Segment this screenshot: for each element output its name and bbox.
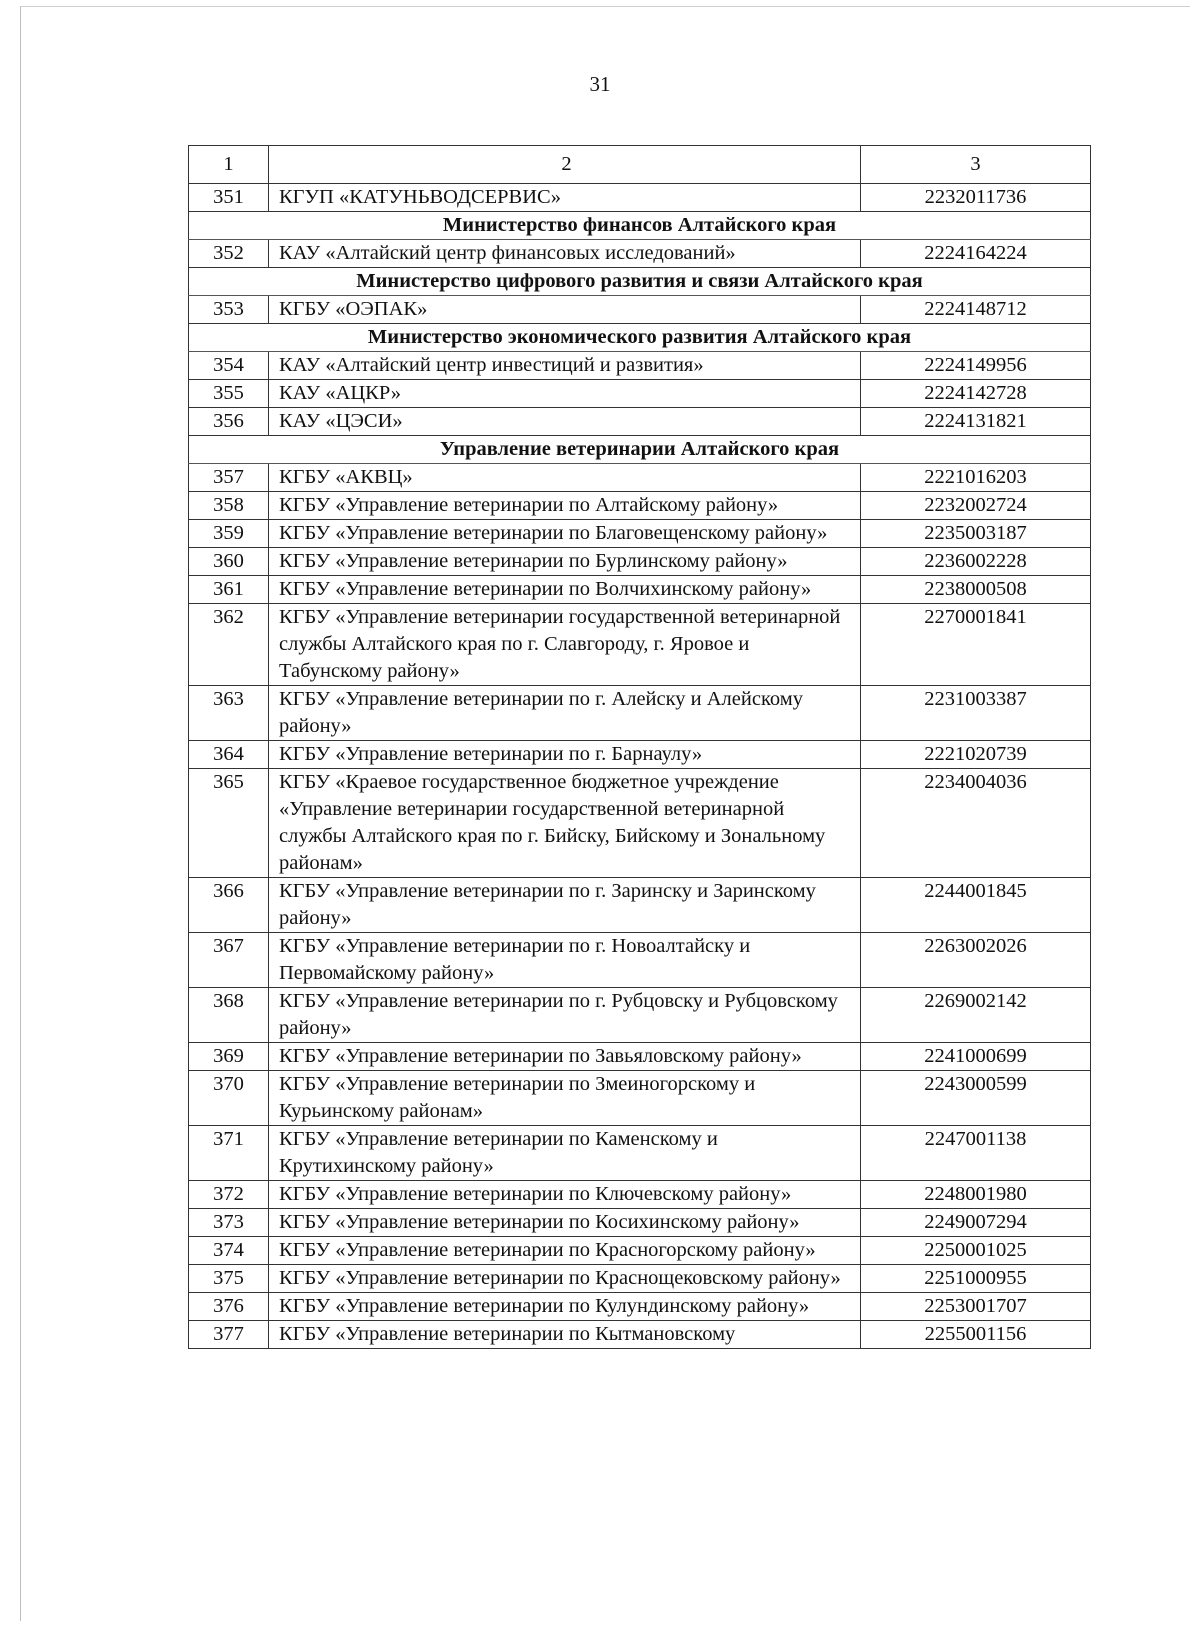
organization-name: КГУП «КАТУНЬВОДСЕРВИС» — [269, 184, 861, 212]
table-row — [189, 1126, 1091, 1181]
row-number: 366 — [189, 878, 269, 933]
organization-name: КГБУ «Краевое государственное бюджетное учреждение «Управление ветеринарии государственной ветеринарной службы Алтайского края по г. Бийску, Бийскому и Зональному районам» — [269, 769, 861, 878]
row-number: 372 — [189, 1181, 269, 1209]
table-row — [189, 741, 1091, 769]
table-row — [189, 1043, 1091, 1071]
table-row — [189, 548, 1091, 576]
inn-code: 2270001841 — [861, 604, 1091, 686]
row-number: 354 — [189, 352, 269, 380]
organization-name: КГБУ «Управление ветеринарии по Завьяловскому району» — [269, 1043, 861, 1071]
table-row — [189, 686, 1091, 741]
inn-code: 2224131821 — [861, 408, 1091, 436]
row-number: 358 — [189, 492, 269, 520]
header-col-1: 1 — [189, 146, 269, 184]
inn-code: 2238000508 — [861, 576, 1091, 604]
table-row — [189, 408, 1091, 436]
row-number: 356 — [189, 408, 269, 436]
row-number: 363 — [189, 686, 269, 741]
inn-code: 2224149956 — [861, 352, 1091, 380]
table-row — [189, 604, 1091, 686]
inn-code: 2255001156 — [861, 1321, 1091, 1349]
row-number: 364 — [189, 741, 269, 769]
inn-code: 2269002142 — [861, 988, 1091, 1043]
organization-name: КГБУ «Управление ветеринарии государственной ветеринарной службы Алтайского края по г. Славгороду, г. Яровое и Табунскому району» — [269, 604, 861, 686]
inn-code: 2235003187 — [861, 520, 1091, 548]
organization-name: КГБУ «Управление ветеринарии по г. Алейску и Алейскому району» — [269, 686, 861, 741]
section-title: Управление ветеринарии Алтайского края — [189, 436, 1091, 464]
organization-name: КГБУ «Управление ветеринарии по Змеиногорскому и Курьинскому районам» — [269, 1071, 861, 1126]
row-number: 369 — [189, 1043, 269, 1071]
inn-code: 2249007294 — [861, 1209, 1091, 1237]
table-row — [189, 878, 1091, 933]
section-header-row — [189, 436, 1091, 464]
row-number: 377 — [189, 1321, 269, 1349]
inn-code: 2224164224 — [861, 240, 1091, 268]
row-number: 355 — [189, 380, 269, 408]
table-row — [189, 520, 1091, 548]
organization-name: КГБУ «Управление ветеринарии по Волчихинскому району» — [269, 576, 861, 604]
row-number: 352 — [189, 240, 269, 268]
organization-name: КГБУ «Управление ветеринарии по Кулундинскому району» — [269, 1293, 861, 1321]
table-row — [189, 352, 1091, 380]
table-row — [189, 1321, 1091, 1349]
inn-code: 2250001025 — [861, 1237, 1091, 1265]
organization-name: КГБУ «Управление ветеринарии по Бурлинскому району» — [269, 548, 861, 576]
inn-code: 2224148712 — [861, 296, 1091, 324]
organization-name: КГБУ «Управление ветеринарии по г. Заринску и Заринскому району» — [269, 878, 861, 933]
organization-name: КГБУ «Управление ветеринарии по Косихинскому району» — [269, 1209, 861, 1237]
registry-table-body — [189, 146, 1091, 1349]
table-row — [189, 380, 1091, 408]
row-number: 362 — [189, 604, 269, 686]
inn-code: 2224142728 — [861, 380, 1091, 408]
table-row — [189, 1181, 1091, 1209]
row-number: 360 — [189, 548, 269, 576]
inn-code: 2241000699 — [861, 1043, 1091, 1071]
inn-code: 2221016203 — [861, 464, 1091, 492]
organization-name: КГБУ «Управление ветеринарии по Кытмановскому — [269, 1321, 861, 1349]
organization-name: КГБУ «Управление ветеринарии по Красногорскому району» — [269, 1237, 861, 1265]
inn-code: 2251000955 — [861, 1265, 1091, 1293]
organization-name: КГБУ «Управление ветеринарии по г. Новоалтайску и Первомайскому району» — [269, 933, 861, 988]
inn-code: 2243000599 — [861, 1071, 1091, 1126]
section-title: Министерство цифрового развития и связи Алтайского края — [189, 268, 1091, 296]
table-row — [189, 576, 1091, 604]
inn-code: 2248001980 — [861, 1181, 1091, 1209]
organization-name: КГБУ «Управление ветеринарии по г. Рубцовску и Рубцовскому району» — [269, 988, 861, 1043]
organization-name: КАУ «Алтайский центр инвестиций и развития» — [269, 352, 861, 380]
organization-name: КГБУ «Управление ветеринарии по Ключевскому району» — [269, 1181, 861, 1209]
page-number: 31 — [589, 72, 611, 96]
row-number: 365 — [189, 769, 269, 878]
row-number: 373 — [189, 1209, 269, 1237]
organization-name: КАУ «АЦКР» — [269, 380, 861, 408]
inn-code: 2263002026 — [861, 933, 1091, 988]
organization-name: КГБУ «Управление ветеринарии по Благовещенскому району» — [269, 520, 861, 548]
row-number: 359 — [189, 520, 269, 548]
header-col-2: 2 — [269, 146, 861, 184]
organization-name: КГБУ «ОЭПАК» — [269, 296, 861, 324]
row-number: 374 — [189, 1237, 269, 1265]
table-header-row — [189, 146, 1091, 184]
table-row — [189, 184, 1091, 212]
header-col-3: 3 — [861, 146, 1091, 184]
row-number: 370 — [189, 1071, 269, 1126]
table-row — [189, 933, 1091, 988]
row-number: 361 — [189, 576, 269, 604]
inn-code: 2232011736 — [861, 184, 1091, 212]
row-number: 357 — [189, 464, 269, 492]
table-row — [189, 1265, 1091, 1293]
row-number: 353 — [189, 296, 269, 324]
inn-code: 2234004036 — [861, 769, 1091, 878]
organization-name: КГБУ «Управление ветеринарии по г. Барнаулу» — [269, 741, 861, 769]
row-number: 376 — [189, 1293, 269, 1321]
inn-code: 2244001845 — [861, 878, 1091, 933]
section-header-row — [189, 324, 1091, 352]
organization-name: КГБУ «Управление ветеринарии по Алтайскому району» — [269, 492, 861, 520]
table-row — [189, 769, 1091, 878]
inn-code: 2253001707 — [861, 1293, 1091, 1321]
organization-name: КАУ «Алтайский центр финансовых исследований» — [269, 240, 861, 268]
section-title: Министерство экономического развития Алтайского края — [189, 324, 1091, 352]
row-number: 351 — [189, 184, 269, 212]
organization-name: КАУ «ЦЭСИ» — [269, 408, 861, 436]
table-row — [189, 1209, 1091, 1237]
organization-name: КГБУ «Управление ветеринарии по Краснощековскому району» — [269, 1265, 861, 1293]
table-row — [189, 492, 1091, 520]
registry-table — [188, 145, 1091, 1349]
row-number: 367 — [189, 933, 269, 988]
section-header-row — [189, 212, 1091, 240]
section-header-row — [189, 268, 1091, 296]
table-row — [189, 1237, 1091, 1265]
organization-name: КГБУ «АКВЦ» — [269, 464, 861, 492]
table-row — [189, 296, 1091, 324]
section-title: Министерство финансов Алтайского края — [189, 212, 1091, 240]
inn-code: 2231003387 — [861, 686, 1091, 741]
table-row — [189, 464, 1091, 492]
inn-code: 2232002724 — [861, 492, 1091, 520]
inn-code: 2236002228 — [861, 548, 1091, 576]
row-number: 371 — [189, 1126, 269, 1181]
inn-code: 2247001138 — [861, 1126, 1091, 1181]
table-row — [189, 988, 1091, 1043]
organization-name: КГБУ «Управление ветеринарии по Каменскому и Крутихинскому району» — [269, 1126, 861, 1181]
inn-code: 2221020739 — [861, 741, 1091, 769]
table-row — [189, 240, 1091, 268]
table-row — [189, 1293, 1091, 1321]
table-row — [189, 1071, 1091, 1126]
row-number: 368 — [189, 988, 269, 1043]
row-number: 375 — [189, 1265, 269, 1293]
